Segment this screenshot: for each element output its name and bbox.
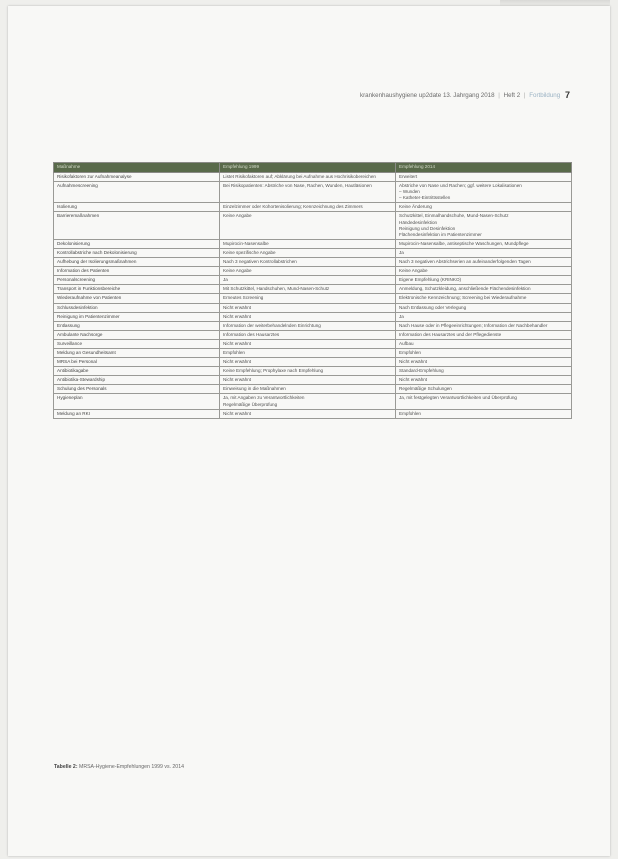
cell-line: Anmeldung, Schutzkleidung, anschließende Flächendesinfektion	[399, 286, 531, 292]
table-row	[54, 330, 572, 339]
caption-label: Tabelle 2:	[54, 764, 78, 770]
table-row	[54, 285, 572, 294]
table-row	[54, 385, 572, 394]
cell-line: Nicht erwähnt	[223, 340, 252, 346]
comparison-table	[53, 162, 572, 419]
journal-name: krankenhaushygiene up2date	[360, 92, 442, 99]
cell-line: Listet Risikofaktoren auf; Abklärung bei Aufnahme aus Hochrisikobereichen	[223, 174, 376, 179]
table-cell-2014	[396, 203, 572, 212]
table-cell-2014	[396, 409, 572, 418]
table-cell-2014	[396, 285, 572, 294]
cell-line: Information des Hausarztes und der Pflegedienste	[399, 331, 502, 337]
cell-line: Keine Änderung	[399, 204, 432, 210]
column-header: Maßnahme	[54, 163, 220, 173]
cell-line: Empfohlen	[399, 349, 421, 355]
table-cell-2014	[396, 376, 572, 385]
cell-line: Ja	[223, 277, 228, 283]
table-cell-measure: Wiederaufnahme von Patienten	[54, 294, 220, 303]
cell-line: Nach 3 negativen Abstrichserien an aufeinanderfolgenden Tagen	[399, 259, 531, 265]
cell-line: Keine Angabe	[399, 268, 428, 274]
page-number: 7	[565, 90, 571, 100]
table-row	[54, 394, 572, 409]
table-cell-measure: Information des Patienten	[54, 267, 220, 276]
table-cell-1999	[220, 212, 396, 239]
table-cell-measure: MRSA bei Personal	[54, 358, 220, 367]
table-row	[54, 182, 572, 203]
table-row	[54, 258, 572, 267]
cell-line: Information des Hausarztes	[223, 331, 280, 337]
cell-line: Flächendesinfektion im Patientenzimmer	[399, 231, 482, 237]
table-row	[54, 276, 572, 285]
table-cell-1999	[220, 358, 396, 367]
table-cell-1999	[220, 182, 396, 203]
table-cell-2014	[396, 339, 572, 348]
table-row	[54, 239, 572, 248]
table-cell-2014	[396, 239, 572, 248]
table-cell-measure: Barrieremaßnahmen	[54, 212, 220, 239]
table-cell-measure: Meldung an RKI	[54, 409, 220, 418]
table-cell-measure: Kontrollabstriche nach Dekolonisierung	[54, 248, 220, 257]
cell-line: – Wunden	[399, 189, 420, 195]
table-cell-measure: Meldung an Gesundheitsamt	[54, 348, 220, 357]
table-cell-1999	[220, 239, 396, 248]
table-cell-2014	[396, 394, 572, 409]
table-cell-measure: Schlussdesinfektion	[54, 303, 220, 312]
cell-line: Nach Hause oder in Pflegeeinrichtungen; Information der Nachbehandler	[399, 322, 548, 328]
table-row	[54, 294, 572, 303]
table-cell-1999	[220, 409, 396, 418]
table-cell-measure: Aufnahmescreening	[54, 182, 220, 203]
cell-line: Abstriche von Nase und Rachen; ggf. weitere Lokalisationen	[399, 183, 522, 189]
page-sheet	[8, 6, 610, 856]
table-row	[54, 367, 572, 376]
table-cell-measure: Personalscreening	[54, 276, 220, 285]
table-row	[54, 348, 572, 357]
table-cell-measure: Schulung des Personals	[54, 385, 220, 394]
table-cell-measure: Transport in Funktionsbereiche	[54, 285, 220, 294]
cell-line: Erweitert	[399, 174, 418, 179]
cell-line: Schutzkittel, Einmalhandschuhe, Mund-Nasen-Schutz	[399, 213, 509, 219]
table-cell-1999	[220, 394, 396, 409]
cell-line: Empfohlen	[223, 349, 245, 355]
table-row	[54, 267, 572, 276]
table-row	[54, 358, 572, 367]
cell-line: Standard-Empfehlung	[399, 368, 444, 374]
table-cell-1999	[220, 367, 396, 376]
cell-line: Ja	[399, 249, 404, 255]
cell-line: Nicht erwähnt	[223, 304, 252, 310]
table-cell-2014	[396, 182, 572, 203]
table-cell-1999	[220, 258, 396, 267]
cell-line: Aufbau	[399, 340, 414, 346]
table-row	[54, 248, 572, 257]
journal-section: Fortbildung	[529, 92, 561, 99]
table-row	[54, 409, 572, 418]
table-cell-2014	[396, 276, 572, 285]
table-cell-1999	[220, 276, 396, 285]
cell-line: Mupirocin-Nasensalbe, antiseptische Waschungen, Mundpflege	[399, 240, 529, 246]
table-cell-2014	[396, 303, 572, 312]
cell-line: Einweisung in die Maßnahmen	[223, 386, 286, 392]
cell-line: Nicht erwähnt	[223, 377, 252, 383]
running-header: krankenhaushygiene up2date 13. Jahrgang 2018 | Heft 2 | Fortbildung	[360, 92, 561, 99]
table-cell-measure: Aufhebung der Isolierungsmaßnahmen	[54, 258, 220, 267]
table-row	[54, 173, 572, 182]
column-header: Empfehlung 2014	[396, 163, 572, 173]
table-row	[54, 212, 572, 239]
table-cell-2014	[396, 212, 572, 239]
table-cell-2014	[396, 330, 572, 339]
table-cell-2014	[396, 294, 572, 303]
table-row	[54, 339, 572, 348]
cell-line: Nicht erwähnt	[223, 410, 252, 416]
cell-line: Regelmäßige Schulungen	[399, 386, 452, 392]
caption-text: MRSA-Hygiene-Empfehlungen 1999 vs. 2014	[79, 764, 184, 770]
table-cell-measure: Hygieneplan	[54, 394, 220, 409]
cell-line: Händedesinfektion	[399, 219, 438, 225]
cell-line: Nach Entlassung oder Verlegung	[399, 304, 467, 310]
cell-line: Mit Schutzkittel, Handschuhen, Mund-Nasen-Schutz	[223, 286, 330, 292]
table-caption	[54, 764, 354, 770]
table-cell-1999	[220, 321, 396, 330]
table-cell-measure: Entlassung	[54, 321, 220, 330]
table-cell-1999	[220, 267, 396, 276]
cell-line: Ja, mit festgelegten Verantwortlichkeiten und Überprüfung	[399, 395, 517, 401]
table-cell-2014	[396, 321, 572, 330]
table-cell-measure: Surveillance	[54, 339, 220, 348]
table-cell-2014	[396, 367, 572, 376]
table-cell-2014	[396, 358, 572, 367]
table-row	[54, 312, 572, 321]
table-row	[54, 376, 572, 385]
table-cell-2014	[396, 248, 572, 257]
table-row	[54, 203, 572, 212]
cell-line: Mupirocin-Nasensalbe	[223, 240, 269, 246]
table-cell-1999	[220, 385, 396, 394]
journal-number: Heft 2	[503, 92, 521, 99]
table-cell-1999	[220, 330, 396, 339]
table-row	[54, 303, 572, 312]
table-cell-1999	[220, 376, 396, 385]
table-cell-measure: Dekolonisierung	[54, 239, 220, 248]
cell-line: Keine spezifische Angabe	[223, 249, 276, 255]
table-cell-2014	[396, 267, 572, 276]
cell-line: Erneutes Screening	[223, 295, 264, 301]
cell-line: Nicht erwähnt	[399, 359, 428, 365]
table-cell-measure: Antibiotika-Stewardship	[54, 376, 220, 385]
cell-line: Keine Angabe	[223, 268, 252, 274]
cell-line: Eigene Empfehlung (KRINKO)	[399, 277, 462, 283]
table-header-row	[54, 163, 572, 173]
table-cell-1999	[220, 312, 396, 321]
cell-line: – Katheter-Eintrittsstellen	[399, 195, 451, 201]
table-cell-1999	[220, 248, 396, 257]
cell-line: Ja	[399, 313, 404, 319]
column-header: Empfehlung 1999	[220, 163, 396, 173]
table-cell-2014	[396, 173, 572, 182]
table-cell-measure: Isolierung	[54, 203, 220, 212]
table-cell-1999	[220, 294, 396, 303]
cell-line: Nach 3 negativen Kontrollabstrichen	[223, 259, 297, 265]
cell-line: Reinigung und Desinfektion	[399, 225, 456, 231]
table-cell-2014	[396, 348, 572, 357]
journal-issue: 13. Jahrgang 2018	[442, 92, 495, 99]
table-cell-1999	[220, 173, 396, 182]
cell-line: Keine Empfehlung; Prophylaxe nach Empfehlung	[223, 368, 324, 374]
table-cell-1999	[220, 339, 396, 348]
cell-line: Elektronische Kennzeichnung; Screening bei Wiederaufnahme	[399, 295, 527, 301]
table-cell-1999	[220, 285, 396, 294]
table-cell-1999	[220, 303, 396, 312]
table-cell-measure: Ambulante Nachsorge	[54, 330, 220, 339]
cell-line: Information der weiterbehandelnden Einrichtung	[223, 322, 321, 328]
table-cell-measure: Risikofaktoren zur Aufnahmeanalyse	[54, 173, 220, 182]
table-cell-1999	[220, 348, 396, 357]
table-cell-2014	[396, 385, 572, 394]
table-cell-measure: Reinigung im Patientenzimmer	[54, 312, 220, 321]
table-cell-2014	[396, 258, 572, 267]
table-row	[54, 321, 572, 330]
table-cell-2014	[396, 312, 572, 321]
cell-line: Keine Angabe	[223, 213, 252, 219]
cell-line: Bei Risikopatienten: Abstriche von Nase, Rachen, Wunden, Hautläsionen	[223, 183, 372, 189]
cell-line: Nicht erwähnt	[399, 377, 428, 383]
table-cell-measure: Antibiotikagabe	[54, 367, 220, 376]
cell-line: Regelmäßige Überprüfung	[223, 401, 278, 407]
cell-line: Nicht erwähnt	[223, 359, 252, 365]
cell-line: Einzelzimmer oder Kohortenisolierung; Kennzeichnung des Zimmers	[223, 204, 363, 210]
cell-line: Empfohlen	[399, 410, 421, 416]
cell-line: Ja, mit Angaben zu Verantwortlichkeiten	[223, 395, 305, 401]
table-cell-1999	[220, 203, 396, 212]
cell-line: Nicht erwähnt	[223, 313, 252, 319]
